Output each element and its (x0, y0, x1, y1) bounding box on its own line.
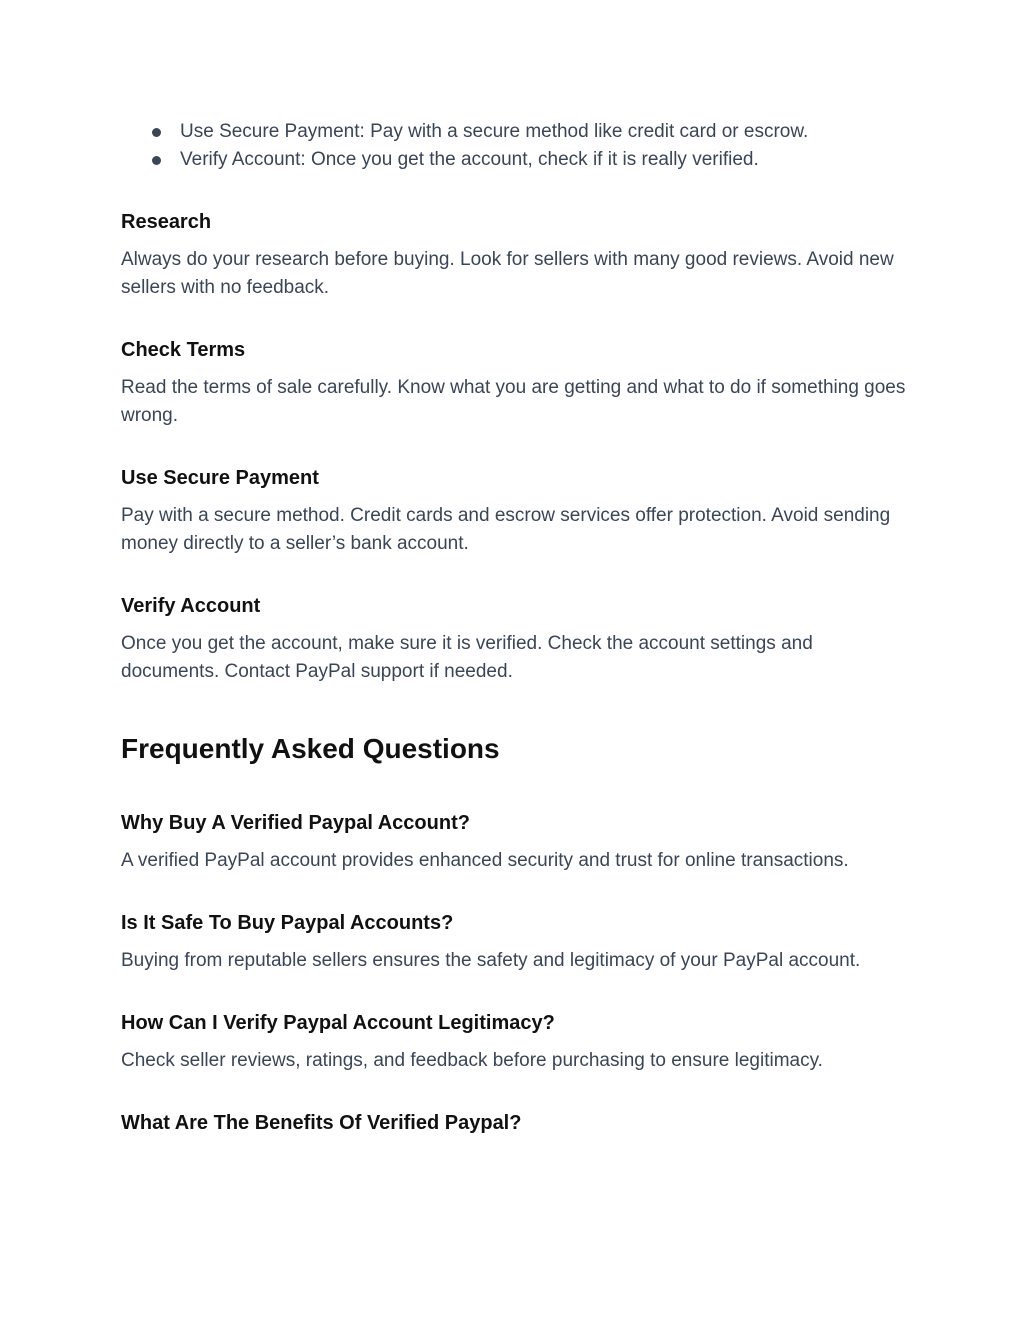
bullet-text: Verify Account: Once you get the account, check if it is really verified. (180, 149, 759, 170)
bullet-item (120, 118, 911, 146)
faq-heading: Frequently Asked Questions (121, 733, 500, 764)
bullet-dot-icon (152, 156, 161, 165)
bullet-list (121, 118, 911, 174)
bullet-item (120, 146, 911, 174)
section-body: Pay with a secure method. Credit cards and escrow services offer protection. Avoid sending money directly to a seller’s bank account. (121, 505, 891, 554)
faq-answer: Buying from reputable sellers ensures the safety and legitimacy of your PayPal account. (121, 950, 861, 971)
faq-answer: A verified PayPal account provides enhanced security and trust for online transactions. (121, 850, 849, 871)
faq-question: What Are The Benefits Of Verified Paypal? (121, 1112, 522, 1134)
section-body: Always do your research before buying. Look for sellers with many good reviews. Avoid new sellers with no feedback. (121, 249, 894, 298)
section-body: Once you get the account, make sure it is verified. Check the account settings and documents. Contact PayPal support if needed. (121, 633, 813, 682)
faq-question: Is It Safe To Buy Paypal Accounts? (121, 912, 454, 934)
faq-item (121, 1009, 911, 1075)
section-heading: Verify Account (121, 595, 261, 617)
section-research (121, 208, 911, 302)
section-heading: Check Terms (121, 339, 246, 361)
faq-question: How Can I Verify Paypal Account Legitimacy? (121, 1012, 555, 1034)
faq-item (121, 1109, 911, 1137)
faq-item (121, 909, 911, 975)
section-body: Read the terms of sale carefully. Know what you are getting and what to do if something goes wrong. (121, 377, 906, 426)
section-heading: Research (121, 211, 212, 233)
document-content (121, 118, 911, 1147)
section-verify-account (121, 592, 911, 686)
section-check-terms (121, 336, 911, 430)
faq-answer: Check seller reviews, ratings, and feedback before purchasing to ensure legitimacy. (121, 1050, 823, 1071)
bullet-dot-icon (152, 128, 161, 137)
bullet-text: Use Secure Payment: Pay with a secure method like credit card or escrow. (180, 121, 809, 142)
faq-item (121, 809, 911, 875)
section-use-secure-payment (121, 464, 911, 558)
faq-question: Why Buy A Verified Paypal Account? (121, 812, 470, 834)
section-heading: Use Secure Payment (121, 467, 319, 489)
